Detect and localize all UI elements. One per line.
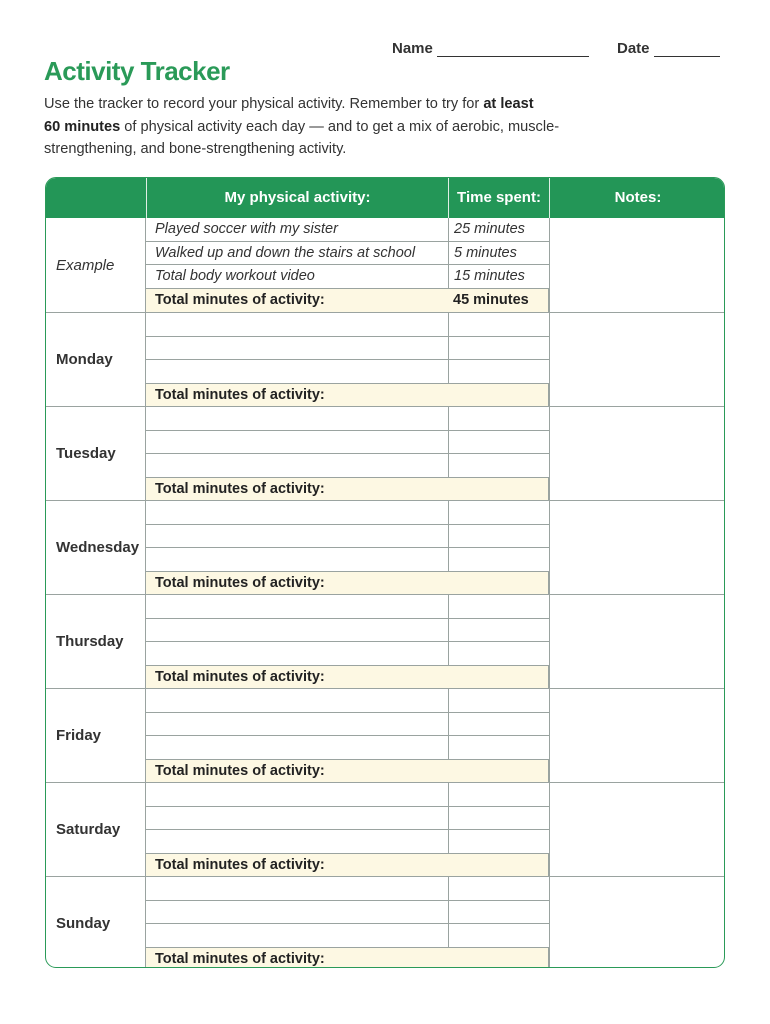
date-label: Date bbox=[617, 40, 650, 57]
table-header bbox=[46, 178, 724, 218]
entry-row bbox=[146, 713, 549, 737]
day-block-friday bbox=[46, 688, 724, 782]
entry-row bbox=[146, 619, 549, 643]
example-row bbox=[146, 242, 549, 266]
time-input-cell[interactable] bbox=[448, 595, 549, 618]
page-title: Activity Tracker bbox=[44, 56, 230, 86]
intro-text bbox=[44, 93, 634, 161]
day-label-saturday: Saturday bbox=[46, 783, 146, 876]
entry-row bbox=[146, 924, 549, 948]
day-label-sunday: Sunday bbox=[46, 877, 146, 968]
time-input-cell[interactable] bbox=[448, 783, 549, 806]
activity-input-cell[interactable] bbox=[146, 619, 448, 642]
header-notes: Notes: bbox=[549, 178, 725, 218]
time-cell: 25 minutes bbox=[448, 218, 549, 241]
activity-input-cell[interactable] bbox=[146, 901, 448, 924]
activity-input-cell[interactable] bbox=[146, 313, 448, 336]
day-label-thursday: Thursday bbox=[46, 595, 146, 688]
activity-input-cell[interactable] bbox=[146, 360, 448, 383]
intro-bold-2: 60 minutes bbox=[44, 118, 121, 135]
entry-row bbox=[146, 337, 549, 361]
activity-input-cell[interactable] bbox=[146, 689, 448, 712]
time-input-cell[interactable] bbox=[448, 337, 549, 360]
name-line[interactable] bbox=[437, 43, 589, 57]
day-label-tuesday: Tuesday bbox=[46, 407, 146, 500]
time-input-cell[interactable] bbox=[448, 642, 549, 665]
total-label: Total minutes of activity: bbox=[155, 574, 325, 591]
entry-row bbox=[146, 548, 549, 572]
activity-input-cell[interactable] bbox=[146, 595, 448, 618]
time-cell: 5 minutes bbox=[448, 242, 549, 265]
example-total-row bbox=[146, 289, 549, 313]
day-block-monday bbox=[46, 312, 724, 406]
notes-cell[interactable] bbox=[549, 877, 725, 968]
day-label-friday: Friday bbox=[46, 689, 146, 782]
activity-input-cell[interactable] bbox=[146, 642, 448, 665]
total-label: Total minutes of activity: bbox=[155, 856, 325, 873]
time-input-cell[interactable] bbox=[448, 407, 549, 430]
entry-row bbox=[146, 431, 549, 455]
time-input-cell[interactable] bbox=[448, 689, 549, 712]
total-row bbox=[146, 384, 549, 408]
entry-row bbox=[146, 501, 549, 525]
total-row bbox=[146, 478, 549, 502]
notes-cell[interactable] bbox=[549, 595, 725, 688]
activity-input-cell[interactable] bbox=[146, 713, 448, 736]
date-field[interactable] bbox=[617, 40, 720, 57]
activity-input-cell[interactable] bbox=[146, 807, 448, 830]
entry-row bbox=[146, 901, 549, 925]
time-input-cell[interactable] bbox=[448, 525, 549, 548]
activity-cell: Walked up and down the stairs at school bbox=[155, 244, 416, 261]
time-input-cell[interactable] bbox=[448, 924, 549, 947]
intro-part-1: Use the tracker to record your physical activity. Remember to try for bbox=[44, 96, 484, 112]
example-row bbox=[146, 265, 549, 289]
time-input-cell[interactable] bbox=[448, 454, 549, 477]
time-input-cell[interactable] bbox=[448, 877, 549, 900]
activity-input-cell[interactable] bbox=[146, 525, 448, 548]
time-input-cell[interactable] bbox=[448, 431, 549, 454]
intro-part-2: of physical activity each day — and to get a mix of aerobic, muscle-strengthening, and bone-strengthening activity. bbox=[44, 118, 560, 157]
activity-input-cell[interactable] bbox=[146, 548, 448, 571]
day-block-thursday bbox=[46, 594, 724, 688]
activity-input-cell[interactable] bbox=[146, 736, 448, 759]
time-input-cell[interactable] bbox=[448, 619, 549, 642]
activity-table bbox=[45, 177, 725, 968]
name-label: Name bbox=[392, 40, 433, 57]
entry-row bbox=[146, 783, 549, 807]
activity-input-cell[interactable] bbox=[146, 924, 448, 947]
day-block-saturday bbox=[46, 782, 724, 876]
notes-cell[interactable] bbox=[549, 313, 725, 406]
time-input-cell[interactable] bbox=[448, 313, 549, 336]
day-block-tuesday bbox=[46, 406, 724, 500]
header-day-cell bbox=[46, 178, 146, 218]
intro-bold-1: at least bbox=[483, 96, 534, 112]
activity-input-cell[interactable] bbox=[146, 431, 448, 454]
entry-row bbox=[146, 689, 549, 713]
entry-row bbox=[146, 595, 549, 619]
time-input-cell[interactable] bbox=[448, 830, 549, 853]
total-row bbox=[146, 948, 549, 969]
time-input-cell[interactable] bbox=[448, 548, 549, 571]
activity-input-cell[interactable] bbox=[146, 407, 448, 430]
entry-row bbox=[146, 642, 549, 666]
time-input-cell[interactable] bbox=[448, 713, 549, 736]
day-label-wednesday: Wednesday bbox=[46, 501, 146, 594]
activity-input-cell[interactable] bbox=[146, 783, 448, 806]
activity-input-cell[interactable] bbox=[146, 337, 448, 360]
notes-cell[interactable] bbox=[549, 501, 725, 594]
total-label: Total minutes of activity: bbox=[155, 480, 325, 497]
example-block bbox=[46, 218, 724, 312]
notes-cell[interactable] bbox=[549, 218, 725, 312]
entry-row bbox=[146, 877, 549, 901]
header-time: Time spent: bbox=[448, 178, 549, 218]
day-block-wednesday bbox=[46, 500, 724, 594]
total-value: 45 minutes bbox=[453, 291, 529, 308]
date-line[interactable] bbox=[654, 43, 720, 57]
entry-row bbox=[146, 525, 549, 549]
total-label: Total minutes of activity: bbox=[155, 762, 325, 779]
entry-row bbox=[146, 454, 549, 478]
total-label: Total minutes of activity: bbox=[155, 950, 325, 967]
total-row bbox=[146, 760, 549, 784]
entry-row bbox=[146, 736, 549, 760]
notes-cell[interactable] bbox=[549, 407, 725, 500]
activity-input-cell[interactable] bbox=[146, 877, 448, 900]
notes-cell[interactable] bbox=[549, 689, 725, 782]
total-label: Total minutes of activity: bbox=[155, 386, 325, 403]
time-input-cell[interactable] bbox=[448, 501, 549, 524]
name-field[interactable] bbox=[392, 40, 589, 57]
time-input-cell[interactable] bbox=[448, 901, 549, 924]
activity-input-cell[interactable] bbox=[146, 501, 448, 524]
total-row bbox=[146, 666, 549, 690]
time-input-cell[interactable] bbox=[448, 360, 549, 383]
time-input-cell[interactable] bbox=[448, 736, 549, 759]
entry-row bbox=[146, 830, 549, 854]
total-label: Total minutes of activity: bbox=[155, 291, 325, 308]
time-cell: 15 minutes bbox=[448, 265, 549, 288]
total-row bbox=[146, 572, 549, 596]
total-label: Total minutes of activity: bbox=[155, 668, 325, 685]
activity-input-cell[interactable] bbox=[146, 454, 448, 477]
activity-cell: Played soccer with my sister bbox=[155, 221, 338, 237]
entry-row bbox=[146, 313, 549, 337]
header-activity: My physical activity: bbox=[146, 178, 448, 218]
notes-cell[interactable] bbox=[549, 783, 725, 876]
example-row bbox=[146, 218, 549, 242]
entry-row bbox=[146, 407, 549, 431]
entry-row bbox=[146, 807, 549, 831]
day-label-monday: Monday bbox=[46, 313, 146, 406]
time-input-cell[interactable] bbox=[448, 807, 549, 830]
activity-cell: Total body workout video bbox=[155, 268, 315, 284]
total-row bbox=[146, 854, 549, 878]
day-block-sunday bbox=[46, 876, 724, 968]
entry-row bbox=[146, 360, 549, 384]
activity-input-cell[interactable] bbox=[146, 830, 448, 853]
example-label: Example bbox=[46, 218, 146, 312]
